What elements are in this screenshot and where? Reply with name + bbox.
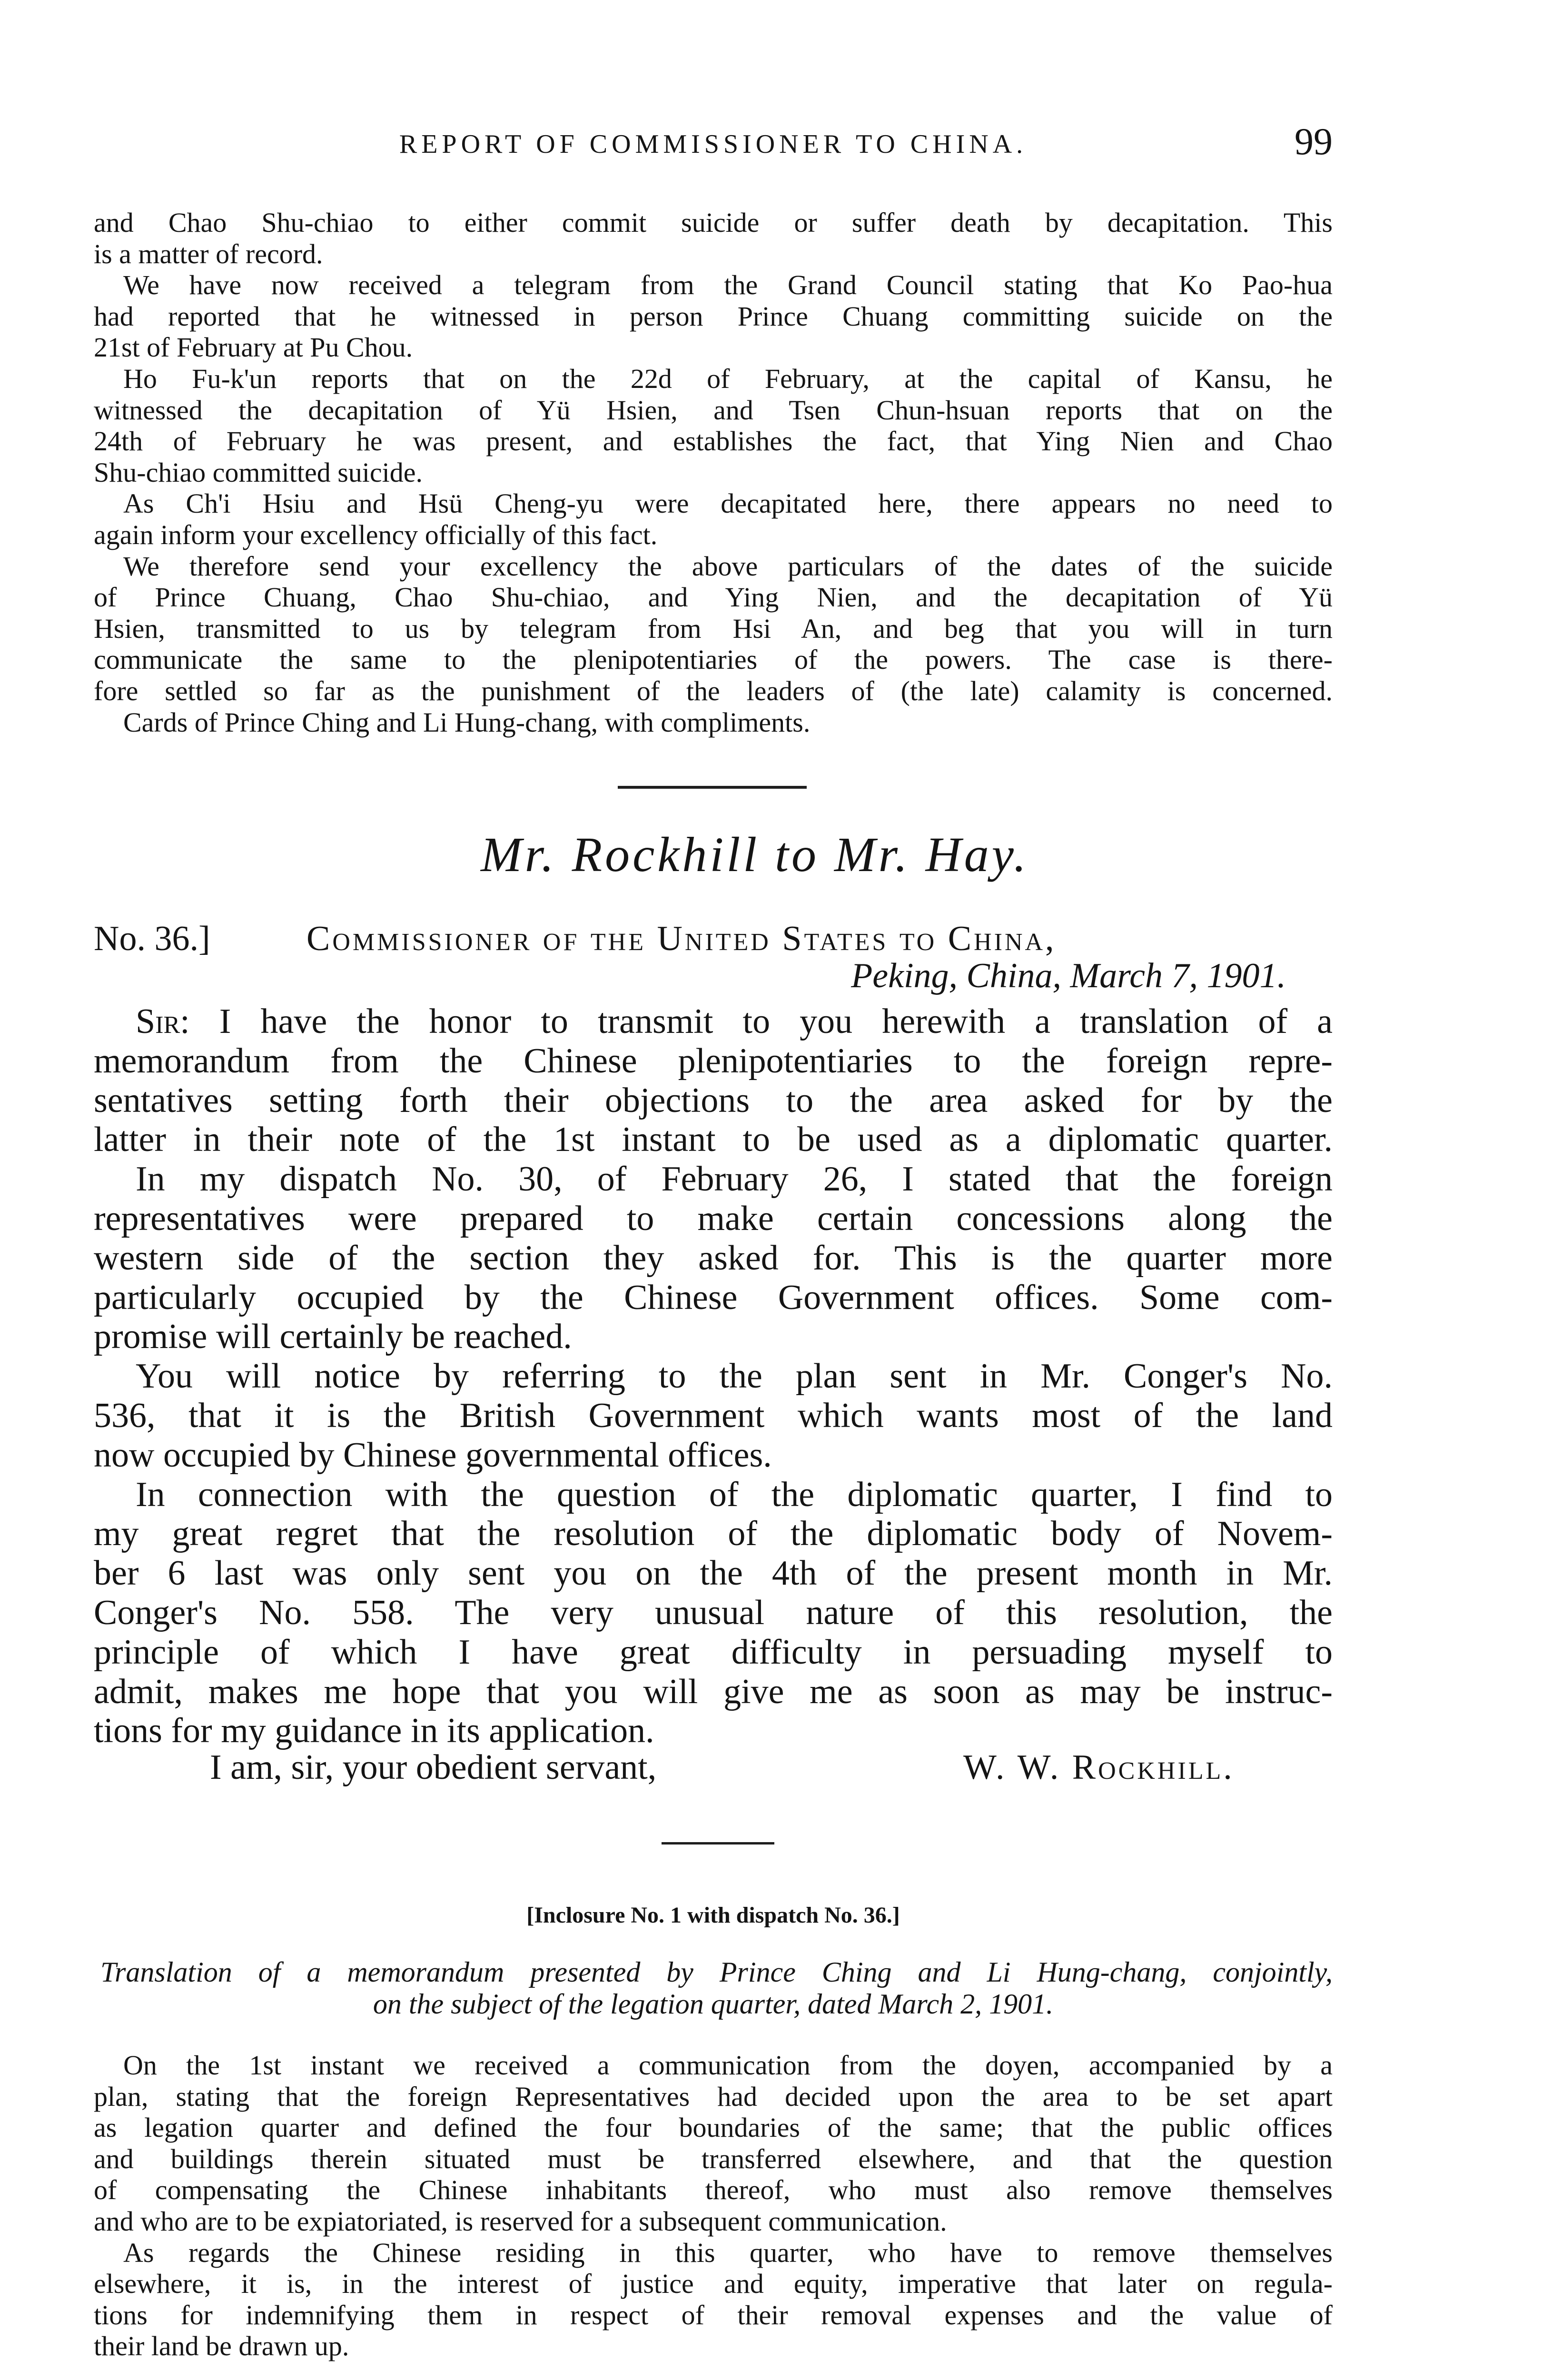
text-line: 536, that it is the British Government which wants most of the land bbox=[94, 1396, 1333, 1435]
inclosure-title bbox=[94, 1956, 1333, 2020]
paragraph bbox=[94, 2237, 1333, 2362]
text-line: As Ch'i Hsiu and Hsü Cheng-yu were decapitated here, there appears no need to bbox=[123, 488, 1333, 519]
text-line: ber 6 last was only sent you on the 4th of the present month in Mr. bbox=[94, 1554, 1333, 1593]
section-divider bbox=[618, 786, 807, 789]
section-previous-text bbox=[94, 207, 1333, 738]
text-line: communicate the same to the plenipotentiaries of the powers. The case is there- bbox=[94, 644, 1333, 675]
text-line: had reported that he witnessed in person Prince Chuang committing suicide on the bbox=[94, 300, 1333, 332]
text-line: 24th of February he was present, and establishes the fact, that Ying Nien and Chao bbox=[94, 426, 1333, 457]
letter-title: Mr. Rockhill to Mr. Hay. bbox=[481, 827, 1029, 882]
text-line: now occupied by Chinese governmental offices. bbox=[94, 1435, 772, 1475]
text-line: We have now received a telegram from the Grand Council stating that Ko Pao-hua bbox=[123, 269, 1333, 301]
title-line: on the subject of the legation quarter, dated March 2, 1901. bbox=[373, 1988, 1054, 2020]
text-line: Cards of Prince Ching and Li Hung-chang, with compliments. bbox=[123, 706, 811, 738]
text-line: You will notice by referring to the plan sent in Mr. Conger's No. bbox=[136, 1357, 1333, 1396]
text-line: latter in their note of the 1st instant to be used as a diplomatic quarter. bbox=[94, 1120, 1333, 1160]
section-divider bbox=[662, 1842, 774, 1844]
text-line: Hsien, transmitted to us by telegram from Hsi An, and beg that you will in turn bbox=[94, 613, 1333, 644]
inclosure-body bbox=[94, 2050, 1333, 2362]
signature: W. W. Rockhill. bbox=[963, 1748, 1235, 1787]
text-line: my great regret that the resolution of the diplomatic body of Novem- bbox=[94, 1514, 1333, 1554]
text-line: tions for my guidance in its application. bbox=[94, 1711, 654, 1751]
place-date: Peking, China, March 7, 1901. bbox=[851, 956, 1286, 995]
sender-title: Commissioner of the United States to China, bbox=[306, 919, 1057, 958]
text-line: We therefore send your excellency the above particulars of the dates of the suicide bbox=[123, 550, 1333, 582]
title-line: Translation of a memorandum presented by Prince Ching and Li Hung-chang, conjointly, bbox=[100, 1956, 1333, 1988]
salutation: Sir: bbox=[136, 1002, 190, 1041]
closing: I am, sir, your obedient servant, bbox=[210, 1748, 657, 1787]
text-line: principle of which I have great difficulty in persuading myself to bbox=[94, 1632, 1333, 1672]
paragraph bbox=[94, 1002, 1333, 1160]
text-line: Shu-chiao committed suicide. bbox=[94, 456, 423, 488]
text-line: fore settled so far as the punishment of the leaders of (the late) calamity is concerned. bbox=[94, 675, 1333, 706]
text-line: western side of the section they asked for. This is the quarter more bbox=[94, 1238, 1333, 1278]
text-line: Conger's No. 558. The very unusual nature of this resolution, the bbox=[94, 1593, 1333, 1632]
text-line: admit, makes me hope that you will give me as soon as may be instruc- bbox=[94, 1672, 1333, 1711]
text-line: promise will certainly be reached. bbox=[94, 1317, 572, 1357]
text-run: I have the honor to transmit to you herewith a translation of a bbox=[219, 1002, 1333, 1041]
text-line: is a matter of record. bbox=[94, 238, 323, 269]
text-line: of compensating the Chinese inhabitants thereof, who must also remove themselves bbox=[94, 2174, 1333, 2206]
paragraph bbox=[94, 363, 1333, 488]
text-line: plan, stating that the foreign Representatives had decided upon the area to be set apart bbox=[94, 2081, 1333, 2112]
text-line: particularly occupied by the Chinese Government offices. Some com- bbox=[94, 1278, 1333, 1317]
inclosure-label: [Inclosure No. 1 with dispatch No. 36.] bbox=[526, 1903, 900, 1928]
paragraph bbox=[94, 207, 1333, 269]
text-line: their land be drawn up. bbox=[94, 2330, 349, 2362]
text-line: On the 1st instant we received a communication from the doyen, accompanied by a bbox=[123, 2050, 1333, 2081]
paragraph bbox=[94, 1475, 1333, 1751]
running-title: REPORT OF COMMISSIONER TO CHINA. bbox=[399, 129, 1028, 159]
paragraph bbox=[94, 2050, 1333, 2237]
text-line: tions for indemnifying them in respect of their removal expenses and the value of bbox=[94, 2299, 1333, 2330]
paragraph bbox=[94, 1357, 1333, 1475]
text-line: representatives were prepared to make certain concessions along the bbox=[94, 1199, 1333, 1238]
text-line: elsewhere, it is, in the interest of justice and equity, imperative that later on regula- bbox=[94, 2268, 1333, 2300]
paragraph bbox=[94, 488, 1333, 550]
paragraph bbox=[94, 707, 1333, 738]
text-line: and Chao Shu-chiao to either commit suicide or suffer death by decapitation. This bbox=[94, 207, 1333, 238]
text-line: In connection with the question of the diplomatic quarter, I find to bbox=[136, 1475, 1333, 1514]
text-line: as legation quarter and defined the four boundaries of the same; that the public offices bbox=[94, 2112, 1333, 2143]
letter-body bbox=[94, 1002, 1333, 1751]
text-line: 21st of February at Pu Chou. bbox=[94, 332, 413, 363]
paragraph bbox=[94, 1160, 1333, 1357]
text-line: As regards the Chinese residing in this quarter, who have to remove themselves bbox=[123, 2237, 1333, 2268]
text-line: In my dispatch No. 30, of February 26, I stated that the foreign bbox=[136, 1160, 1333, 1199]
text-line: again inform your excellency officially of this fact. bbox=[94, 519, 658, 550]
text-line bbox=[94, 1002, 1333, 1041]
paragraph bbox=[94, 551, 1333, 707]
paragraph bbox=[94, 269, 1333, 363]
text-line: Ho Fu-k'un reports that on the 22d of February, at the capital of Kansu, he bbox=[123, 363, 1333, 394]
text-line: and buildings therein situated must be transferred elsewhere, and that the question bbox=[94, 2143, 1333, 2174]
dispatch-number: No. 36.] bbox=[94, 919, 210, 958]
text-line: memorandum from the Chinese plenipotentiaries to the foreign repre- bbox=[94, 1041, 1333, 1081]
text-line: witnessed the decapitation of Yü Hsien, and Tsen Chun-hsuan reports that on the bbox=[94, 394, 1333, 426]
text-line: of Prince Chuang, Chao Shu-chiao, and Ying Nien, and the decapitation of Yü bbox=[94, 582, 1333, 613]
text-line: sentatives setting forth their objections to the area asked for by the bbox=[94, 1081, 1333, 1120]
page-number: 99 bbox=[1295, 121, 1333, 163]
text-line: and who are to be expiatoriated, is reserved for a subsequent communication. bbox=[94, 2205, 947, 2237]
